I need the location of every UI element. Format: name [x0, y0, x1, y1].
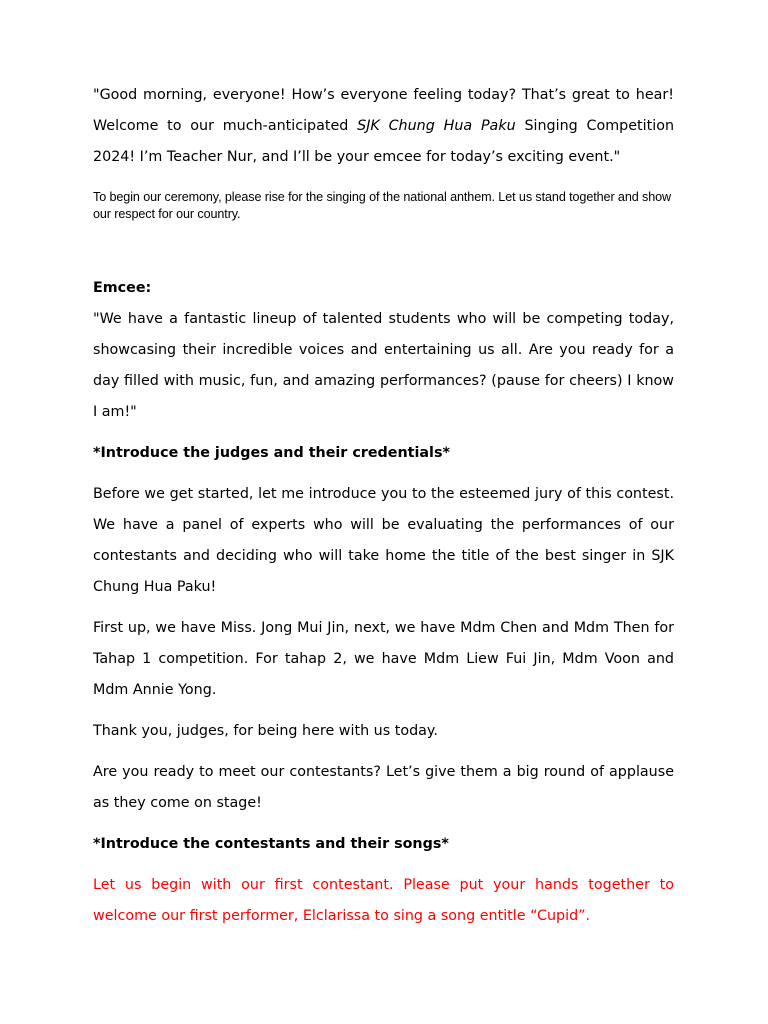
anthem-note: To begin our ceremony, please rise for the singing of the national anthem. Let us stand together and show our respect for our country.	[93, 190, 672, 221]
opening-text-part1: "Good morning, everyone! How’s everyone feeling today? That’s great to hear! Welcome to our much-anticipated	[93, 87, 674, 134]
first-contestant-paragraph: Let us begin with our first contestant. Please put your hands together to welcome our first performer, Elclarissa to sing a song entitle “Cupid”.	[93, 877, 674, 924]
judges-heading: *Introduce the judges and their credentials*	[93, 445, 450, 461]
lineup-paragraph: "We have a fantastic lineup of talented students who will be competing today, showcasing their incredible voices and entertaining us all. Are you ready for a day filled with music, fun, and amazing performances? (pause for cheers) I know I am!"	[93, 311, 674, 420]
meet-contestants-paragraph: Are you ready to meet our contestants? Let’s give them a big round of applause as they come on stage!	[93, 764, 674, 811]
opening-paragraph	[93, 80, 674, 173]
thanks-judges-paragraph: Thank you, judges, for being here with us today.	[93, 723, 438, 739]
document-page	[93, 80, 674, 932]
judges-intro-paragraph: Before we get started, let me introduce you to the esteemed jury of this contest. We have a panel of experts who will be evaluating the performances of our contestants and deciding who will take home the title of the best singer in SJK Chung Hua Paku!	[93, 486, 674, 595]
judges-list-paragraph: First up, we have Miss. Jong Mui Jin, next, we have Mdm Chen and Mdm Then for Tahap 1 competition. For tahap 2, we have Mdm Liew Fui Jin, Mdm Voon and Mdm Annie Yong.	[93, 620, 674, 698]
emcee-label: Emcee:	[93, 280, 152, 296]
opening-text-part2: Singing Competition 2024! I’m Teacher Nur, and I’ll be your emcee for today’s exciting event."	[93, 118, 674, 165]
spacer	[93, 223, 674, 273]
contestants-heading: *Introduce the contestants and their songs*	[93, 836, 449, 852]
school-name: SJK Chung Hua Paku	[357, 118, 516, 134]
